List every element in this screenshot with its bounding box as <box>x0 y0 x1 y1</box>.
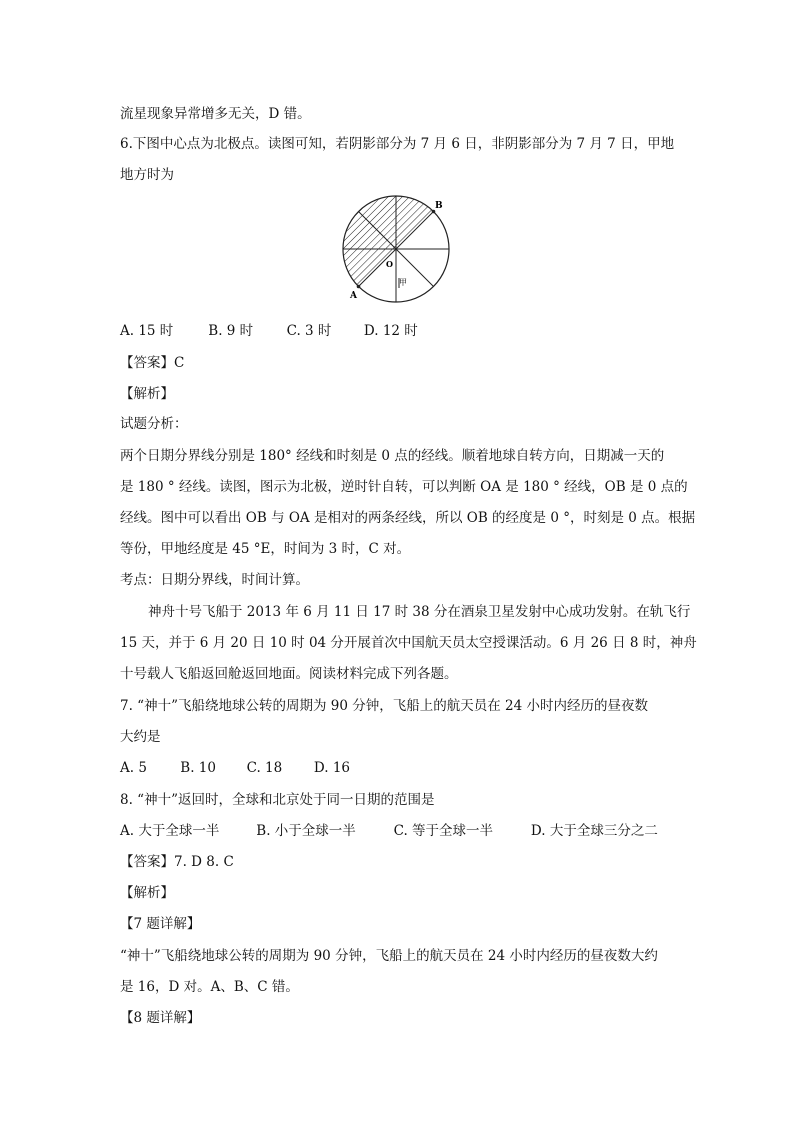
question-6-line-2: 地方时为 <box>120 167 174 183</box>
material-line-1: 神舟十号飞船于 2013 年 6 月 11 日 17 时 38 分在酒泉卫星发射中心成功发射。在轨飞行 <box>148 604 691 620</box>
option-c[interactable]: C. 18 <box>246 760 283 776</box>
analysis-p2: 是 180 ° 经线。读图，图示为北极，逆时针自转，可以判断 OA 是 180 ° 经线，OB 是 0 点的 <box>120 479 688 495</box>
kaodian: 考点：日期分界线，时间计算。 <box>120 572 309 588</box>
question-7-options <box>120 758 350 778</box>
question-7-line-2: 大约是 <box>120 729 161 745</box>
analysis-p3: 经线。图中可以看出 OB 与 OA 是相对的两条经线，所以 OB 的经度是 0 °，时刻是 0 点。根据 <box>120 510 696 526</box>
detail-7-line-1: “神十”飞船绕地球公转的周期为 90 分钟，飞船上的航天员在 24 小时内经历的昼夜数大约 <box>120 948 658 964</box>
analysis-p1: 两个日期分界线分别是 180° 经线和时刻是 0 点的经线。顺着地球自转方向，日期减一天的 <box>120 448 665 464</box>
question-8: 8. “神十”返回时，全球和北京处于同一日期的范围是 <box>120 792 435 808</box>
option-d[interactable]: D. 12 时 <box>363 323 418 339</box>
question-6-line-1: 6.下图中心点为北极点。读图可知，若阴影部分为 7 月 6 日，非阴影部分为 7 月 7 日，甲地 <box>120 136 675 152</box>
analysis-intro: 试题分析： <box>120 416 188 432</box>
detail-8-heading: 【8 题详解】 <box>120 1010 201 1026</box>
question-8-options <box>120 821 658 841</box>
option-a[interactable]: A. 15 时 <box>120 323 174 339</box>
answer-7-8: 【答案】7. D 8. C <box>120 854 234 870</box>
option-a[interactable]: A. 大于全球一半 <box>120 823 220 839</box>
option-b[interactable]: B. 10 <box>180 760 216 776</box>
analysis-p4: 等份，甲地经度是 45 °E，时间为 3 时，C 对。 <box>120 541 411 557</box>
label-jia: 甲 <box>399 278 407 287</box>
question-6-options <box>120 321 418 341</box>
material-line-3: 十号载人飞船返回舱返回地面。阅读材料完成下列各题。 <box>120 666 458 682</box>
analysis-6-heading: 【解析】 <box>120 386 174 402</box>
analysis-7-8-heading: 【解析】 <box>120 885 174 901</box>
answer-6: 【答案】C <box>120 355 185 371</box>
label-b: B <box>435 201 443 211</box>
option-b[interactable]: B. 小于全球一半 <box>256 823 356 839</box>
label-o: O <box>386 259 393 269</box>
option-b[interactable]: B. 9 时 <box>208 323 254 339</box>
line-l0: 流星现象异常增多无关，D 错。 <box>120 106 311 122</box>
material-line-2: 15 天，并于 6 月 20 日 10 时 04 分开展首次中国航天员太空授课活动。6 月 26 日 8 时，神舟 <box>120 635 697 651</box>
label-a: A <box>350 291 357 301</box>
option-c[interactable]: C. 等于全球一半 <box>393 823 494 839</box>
polar-date-diagram <box>336 192 466 306</box>
question-7-line-1: 7. “神十”飞船绕地球公转的周期为 90 分钟，飞船上的航天员在 24 小时内经历的昼夜数 <box>120 698 648 714</box>
detail-7-heading: 【7 题详解】 <box>120 916 201 932</box>
detail-7-line-2: 是 16，D 对。A、B、C 错。 <box>120 979 299 995</box>
option-a[interactable]: A. 5 <box>120 760 147 776</box>
option-d[interactable]: D. 大于全球三分之二 <box>530 823 658 839</box>
option-c[interactable]: C. 3 时 <box>286 323 332 339</box>
option-d[interactable]: D. 16 <box>313 760 350 776</box>
